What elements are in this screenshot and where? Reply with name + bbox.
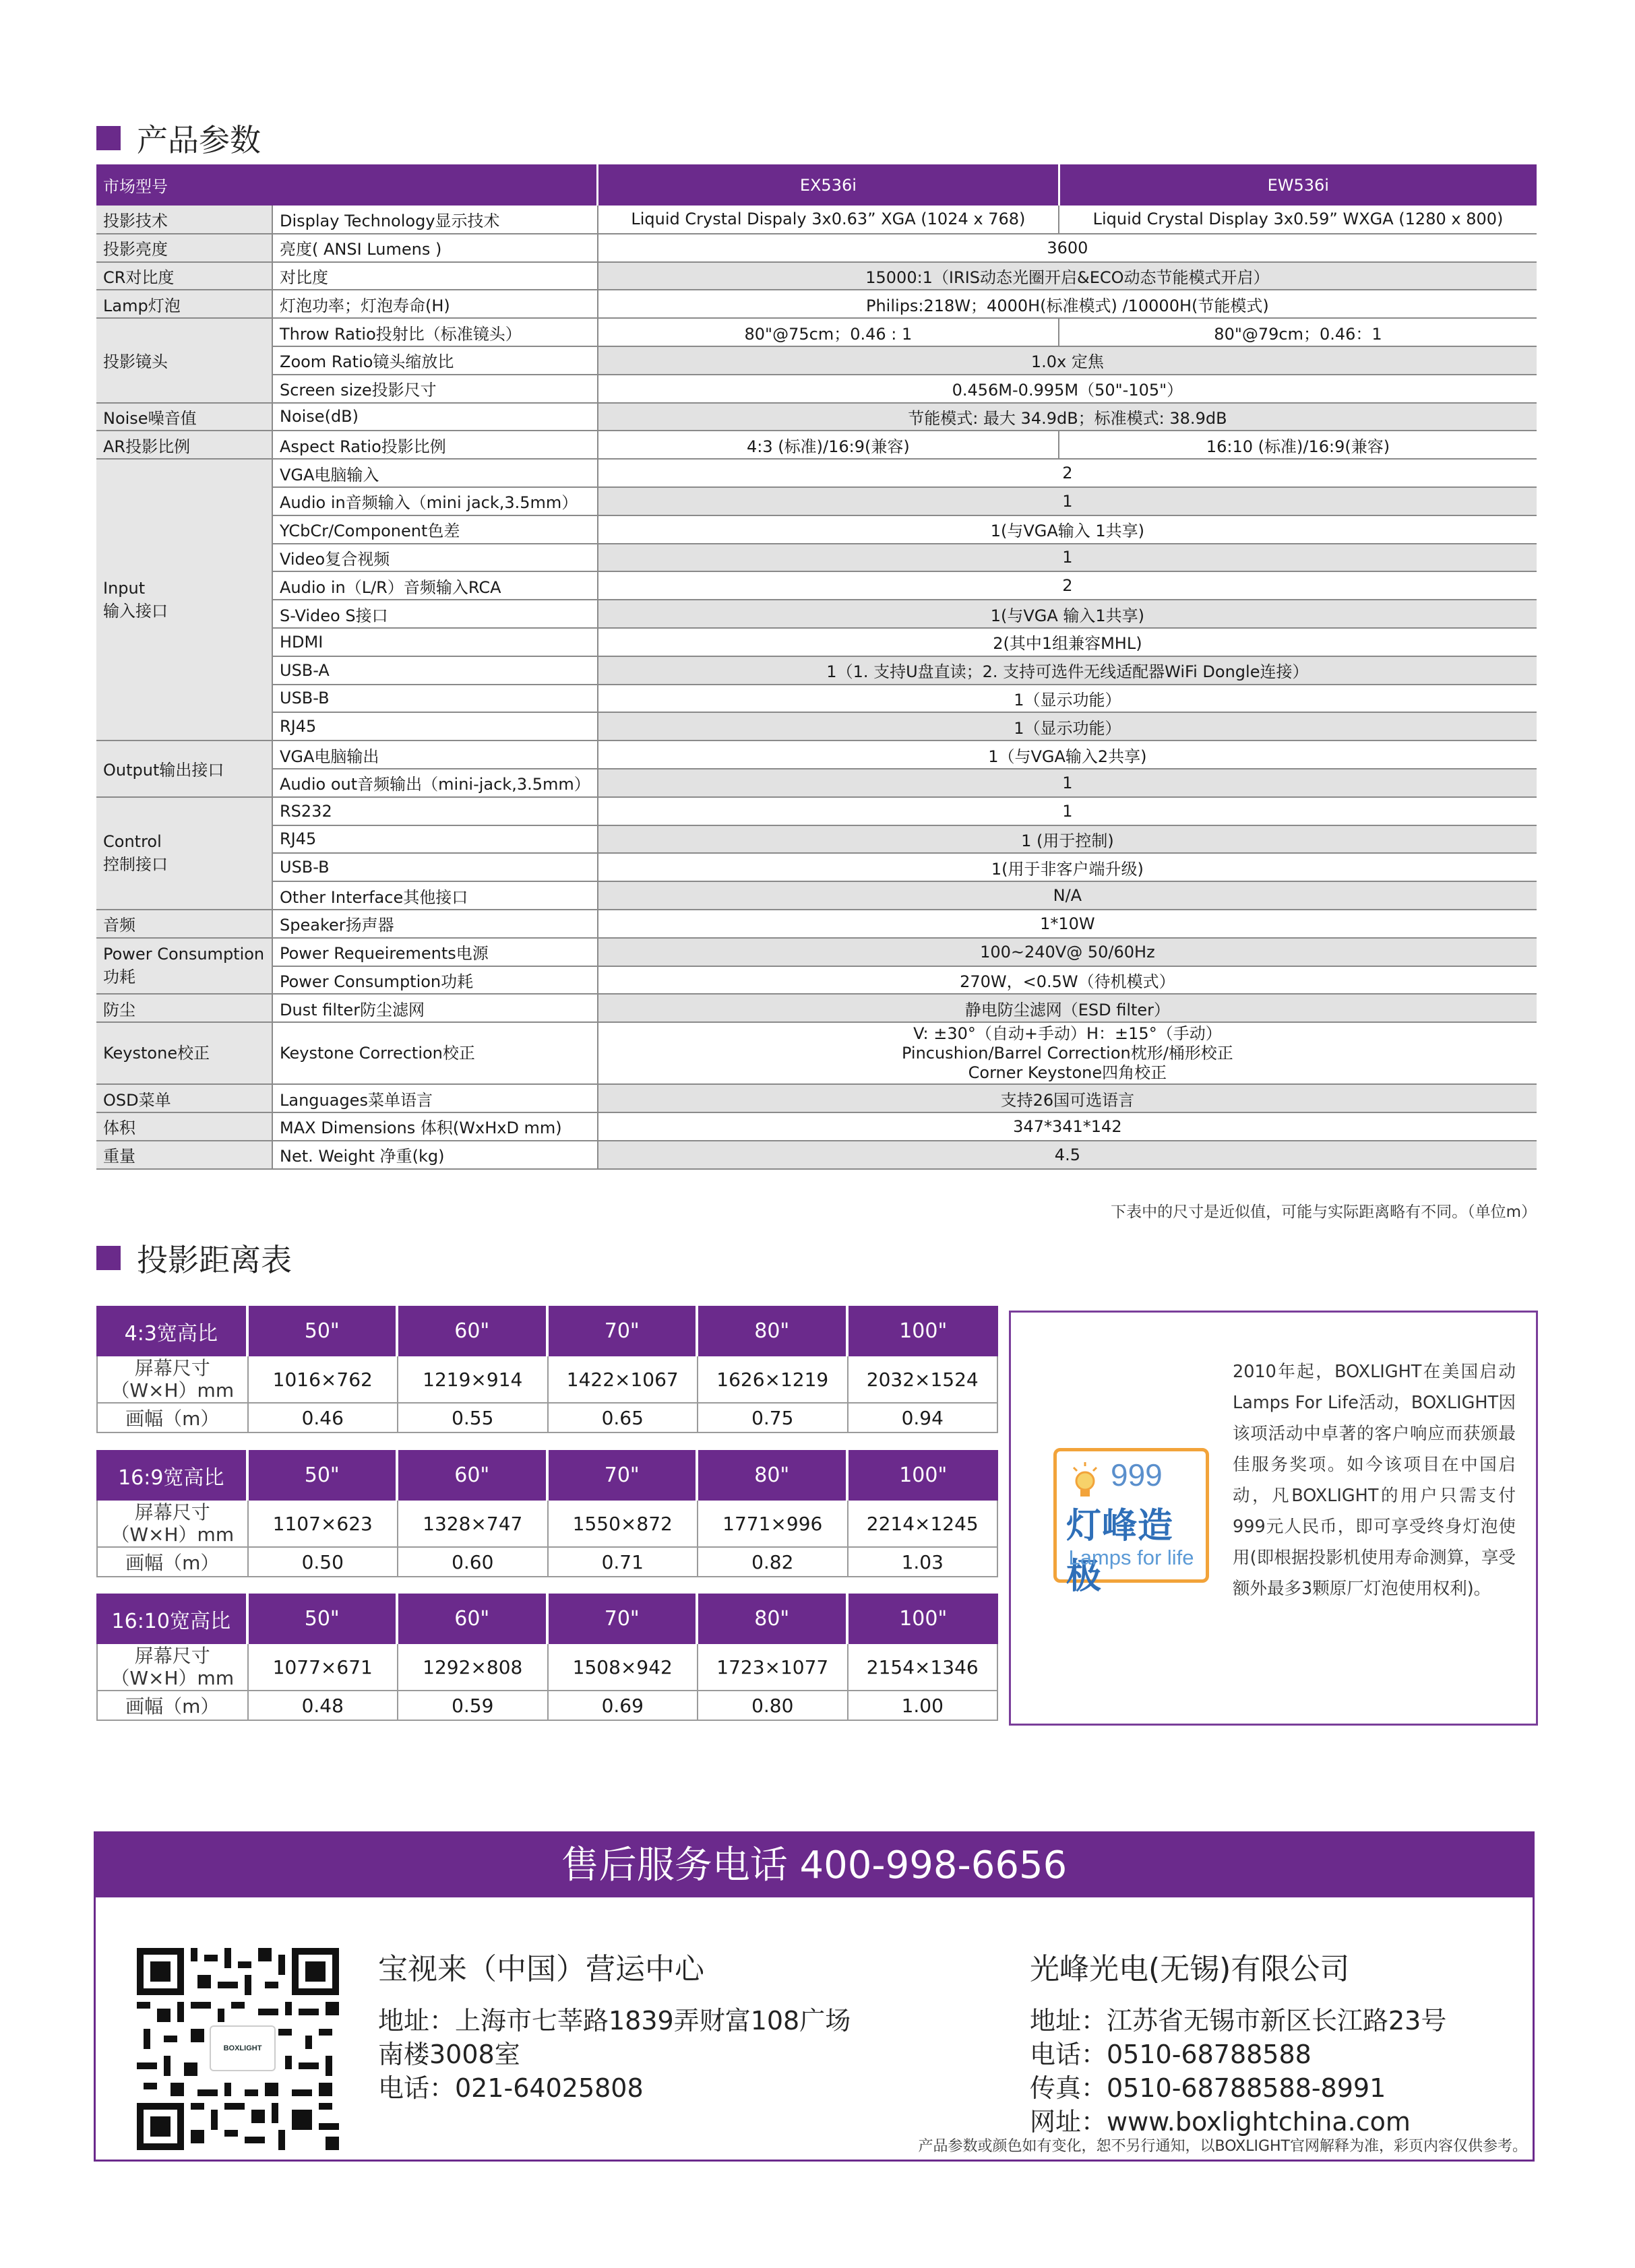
table-cell: 0.48 <box>249 1691 399 1721</box>
promo-text: 2010年起，BOXLIGHT在美国启动Lamps For Life活动，BOXLIGHT因该项活动中卓著的客户响应而获颁最佳服务奖项。如今该项目在中国启动，凡BOXLIGHT的用户只需支付999元人民币，即可享受终身灯泡使用(即根据投影机使用寿命测算，享受额外最多3颗原厂灯泡使用权利)。 <box>1233 1362 1516 1599</box>
spec-item: Power Consumption功耗 <box>272 966 598 995</box>
spec-item: Power Requeirements电源 <box>272 938 598 966</box>
table-row <box>96 234 1537 262</box>
table-cell: 0.94 <box>849 1404 999 1433</box>
spec-item: Audio out音频输出（mini-jack,3.5mm） <box>272 769 598 797</box>
width-label: 画幅（m） <box>96 1404 249 1433</box>
spec-value: 1 <box>598 769 1537 797</box>
spec-value: 1 (用于控制) <box>598 825 1537 854</box>
table-cell: 0.69 <box>549 1691 699 1721</box>
table-cell: 0.60 <box>398 1548 549 1577</box>
china-operations-center <box>378 1945 851 2105</box>
width-label: 画幅（m） <box>96 1548 249 1577</box>
address-line: 地址：上海市七莘路1839弄财富108广场 <box>378 2006 851 2036</box>
spec-value: Liquid Crystal Display 3x0.59” WXGA (1280 x 800) <box>1059 206 1537 234</box>
distance-header-row <box>96 1306 998 1356</box>
table-row <box>96 712 1537 741</box>
spec-item: USB-B <box>272 685 598 713</box>
table-row <box>96 938 1537 966</box>
table-row <box>96 206 1537 234</box>
spec-category: Control 控制接口 <box>96 797 272 910</box>
distance-table-16-9 <box>96 1450 998 1577</box>
section-marker <box>96 126 121 150</box>
spec-value: 1（1. 支持U盘直读；2. 支持可选件无线适配器WiFi Dongle连接） <box>598 656 1537 685</box>
table-cell: 0.65 <box>549 1404 699 1433</box>
table-cell: 1292×808 <box>398 1644 549 1691</box>
model-ex536i: EX536i <box>598 164 1059 206</box>
table-cell: 0.82 <box>698 1548 849 1577</box>
spec-value: 4:3 (标准)/16:9(兼容) <box>598 431 1059 459</box>
qr-code[interactable] <box>137 1948 339 2150</box>
table-row <box>96 1644 998 1691</box>
ratio-label: 16:9宽高比 <box>96 1450 249 1501</box>
lamps-for-life-logo <box>1053 1448 1209 1597</box>
table-row <box>96 318 1537 346</box>
disclaimer: 产品参数或颜色如有变化，恕不另行通知，以BOXLIGHT官网解释为准，彩页内容仅供参考。 <box>918 2138 1527 2155</box>
table-cell: 1.00 <box>849 1691 999 1721</box>
spec-item: RS232 <box>272 797 598 825</box>
table-cell: 1626×1219 <box>698 1356 849 1404</box>
section-title-distance: 投影距离表 <box>96 1236 292 1280</box>
table-row <box>96 459 1537 487</box>
spec-item: VGA电脑输入 <box>272 459 598 487</box>
table-cell: 1328×747 <box>398 1501 549 1548</box>
spec-category: 重量 <box>96 1141 272 1169</box>
spec-table <box>96 164 1537 1170</box>
phone-line: 电话：021-64025808 <box>378 2073 644 2103</box>
table-row <box>96 346 1537 375</box>
spec-item: YCbCr/Component色差 <box>272 515 598 544</box>
table-row <box>96 600 1537 628</box>
size-80: 80" <box>698 1594 849 1644</box>
spec-item: S-Video S接口 <box>272 600 598 628</box>
unit-note: 下表中的尺寸是近似值，可能与实际距离略有不同。（单位m） <box>1111 1203 1537 1221</box>
spec-value: 1(与VGA输入 1共享) <box>598 515 1537 544</box>
spec-value: 80"@75cm；0.46 : 1 <box>598 318 1059 346</box>
table-row <box>96 881 1537 910</box>
table-row <box>96 544 1537 572</box>
spec-category: Output输出接口 <box>96 741 272 797</box>
spec-category: 投影亮度 <box>96 234 272 262</box>
phone-line: 电话：0510-68788588 <box>1030 2040 1312 2069</box>
spec-item: Audio in（L/R）音频输入RCA <box>272 571 598 600</box>
table-row <box>96 1501 998 1548</box>
model-label: 市场型号 <box>96 164 598 206</box>
table-cell: 0.71 <box>549 1548 699 1577</box>
table-row <box>96 966 1537 995</box>
table-cell: 0.46 <box>249 1404 399 1433</box>
table-cell: 1508×942 <box>549 1644 699 1691</box>
table-row <box>96 1112 1537 1141</box>
spec-value: 支持26国可选语言 <box>598 1084 1537 1112</box>
spec-value: 2 <box>598 571 1537 600</box>
size-50: 50" <box>249 1306 399 1356</box>
size-60: 60" <box>398 1594 549 1644</box>
spec-value: Liquid Crystal Dispaly 3x0.63” XGA (1024 x 768) <box>598 206 1059 234</box>
table-row <box>96 515 1537 544</box>
screen-size-label: 屏幕尺寸 （W×H）mm <box>96 1501 249 1548</box>
distance-header-row <box>96 1594 998 1644</box>
spec-item: Net. Weight 净重(kg) <box>272 1141 598 1169</box>
spec-category: 音频 <box>96 910 272 938</box>
table-row <box>96 994 1537 1022</box>
table-row <box>96 487 1537 515</box>
spec-item: USB-A <box>272 656 598 685</box>
spec-value: Philips:218W；4000H(标准模式) /10000H(节能模式) <box>598 290 1537 318</box>
service-hotline: 售后服务电话 400-998-6656 <box>96 1833 1533 1897</box>
spec-value: 347*341*142 <box>598 1112 1537 1141</box>
table-row <box>96 262 1537 290</box>
distance-table-16-10 <box>96 1594 998 1721</box>
spec-item: Aspect Ratio投影比例 <box>272 431 598 459</box>
table-row <box>96 1022 1537 1084</box>
table-cell: 1550×872 <box>549 1501 699 1548</box>
table-row <box>96 1141 1537 1169</box>
table-row <box>96 825 1537 854</box>
table-cell: 1077×671 <box>249 1644 399 1691</box>
boxlight-logo: BOXLIGHT <box>210 2025 276 2071</box>
lamps-for-life-promo <box>1009 1311 1538 1726</box>
table-row <box>96 741 1537 769</box>
screen-size-label: 屏幕尺寸 （W×H）mm <box>96 1644 249 1691</box>
spec-value: 2(其中1组兼容MHL) <box>598 628 1537 656</box>
width-label: 画幅（m） <box>96 1691 249 1721</box>
ratio-label: 4:3宽高比 <box>96 1306 249 1356</box>
table-row <box>96 1404 998 1433</box>
spec-value: N/A <box>598 881 1537 910</box>
spec-value: 静电防尘滤网（ESD filter） <box>598 994 1537 1022</box>
spec-value: 1（显示功能） <box>598 712 1537 741</box>
spec-item: Keystone Correction校正 <box>272 1022 598 1084</box>
spec-item: USB-B <box>272 853 598 881</box>
table-cell: 1422×1067 <box>549 1356 699 1404</box>
fax-line: 传真：0510-68788588-8991 <box>1030 2073 1386 2103</box>
spec-item: RJ45 <box>272 712 598 741</box>
size-80: 80" <box>698 1450 849 1501</box>
spec-category: Input 输入接口 <box>96 459 272 741</box>
table-row <box>96 403 1537 431</box>
spec-value: 16:10 (标准)/16:9(兼容) <box>1059 431 1537 459</box>
spec-category: 体积 <box>96 1112 272 1141</box>
table-row <box>96 685 1537 713</box>
size-70: 70" <box>549 1450 699 1501</box>
table-row <box>96 431 1537 459</box>
size-100: 100" <box>849 1306 999 1356</box>
table-cell: 2214×1245 <box>849 1501 999 1548</box>
spec-value: 100~240V@ 50/60Hz <box>598 938 1537 966</box>
table-row <box>96 290 1537 318</box>
table-cell: 1771×996 <box>698 1501 849 1548</box>
table-row <box>96 769 1537 797</box>
distance-header-row <box>96 1450 998 1501</box>
spec-item: Video复合视频 <box>272 544 598 572</box>
table-cell: 0.59 <box>398 1691 549 1721</box>
size-50: 50" <box>249 1450 399 1501</box>
distance-table-4-3 <box>96 1306 998 1433</box>
spec-item: Zoom Ratio镜头缩放比 <box>272 346 598 375</box>
spec-value: 4.5 <box>598 1141 1537 1169</box>
size-60: 60" <box>398 1306 549 1356</box>
company-name: 光峰光电(无锡)有限公司 <box>1030 1952 1350 1986</box>
table-cell: 0.80 <box>698 1691 849 1721</box>
table-row <box>96 375 1537 403</box>
spec-item: Throw Ratio投射比（标准镜头） <box>272 318 598 346</box>
size-100: 100" <box>849 1594 999 1644</box>
spec-item: Audio in音频输入（mini jack,3.5mm） <box>272 487 598 515</box>
logo-chinese-title: 灯峰造极 <box>1066 1506 1174 1597</box>
table-row <box>96 571 1537 600</box>
spec-category: CR对比度 <box>96 262 272 290</box>
spec-value: 1*10W <box>598 910 1537 938</box>
screen-size-label: 屏幕尺寸 （W×H）mm <box>96 1356 249 1404</box>
spec-header-row <box>96 164 1537 206</box>
table-row <box>96 1356 998 1404</box>
spec-value: 270W，<0.5W（待机模式） <box>598 966 1537 995</box>
table-row <box>96 628 1537 656</box>
company-name: 宝视来（中国）营运中心 <box>378 1952 704 1986</box>
address-line: 地址：江苏省无锡市新区长江路23号 <box>1030 2006 1447 2036</box>
spec-item: Noise(dB) <box>272 403 598 431</box>
spec-value: 3600 <box>598 234 1537 262</box>
table-cell: 2154×1346 <box>849 1644 999 1691</box>
spec-item: 对比度 <box>272 262 598 290</box>
table-row <box>96 1084 1537 1112</box>
spec-item: 灯泡功率；灯泡寿命(H) <box>272 290 598 318</box>
table-row <box>96 797 1537 825</box>
spec-category: 投影技术 <box>96 206 272 234</box>
size-80: 80" <box>698 1306 849 1356</box>
size-100: 100" <box>849 1450 999 1501</box>
spec-value: 1 <box>598 487 1537 515</box>
spec-value: 节能模式: 最大 34.9dB；标准模式: 38.9dB <box>598 403 1537 431</box>
logo-english-title: Lamps for life <box>1068 1546 1194 1569</box>
table-row <box>96 656 1537 685</box>
table-cell: 1016×762 <box>249 1356 399 1404</box>
spec-value: 1（与VGA输入2共享) <box>598 741 1537 769</box>
size-60: 60" <box>398 1450 549 1501</box>
address-line: 南楼3008室 <box>378 2040 520 2069</box>
spec-item: HDMI <box>272 628 598 656</box>
spec-item: Speaker扬声器 <box>272 910 598 938</box>
table-row <box>96 853 1537 881</box>
spec-item: VGA电脑输出 <box>272 741 598 769</box>
spec-value: 1(与VGA 输入1共享) <box>598 600 1537 628</box>
spec-item: Languages菜单语言 <box>272 1084 598 1112</box>
spec-category: 防尘 <box>96 994 272 1022</box>
spec-value: 2 <box>598 459 1537 487</box>
table-row <box>96 1548 998 1577</box>
spec-value: 80"@79cm；0.46：1 <box>1059 318 1537 346</box>
section-title-specs: 产品参数 <box>96 116 261 160</box>
spec-item: Display Technology显示技术 <box>272 206 598 234</box>
table-cell: 0.50 <box>249 1548 399 1577</box>
spec-item: Dust filter防尘滤网 <box>272 994 598 1022</box>
spec-value: 1 <box>598 797 1537 825</box>
spec-item: Other Interface其他接口 <box>272 881 598 910</box>
table-cell: 1.03 <box>849 1548 999 1577</box>
spec-value: 1 <box>598 544 1537 572</box>
logo-number: 999 <box>1111 1457 1163 1492</box>
table-cell: 1107×623 <box>249 1501 399 1548</box>
table-row <box>96 910 1537 938</box>
spec-value: V: ±30°（自动+手动）H：±15°（手动） Pincushion/Barrel Correction枕形/桶形校正 Corner Keystone四角校正 <box>598 1022 1537 1084</box>
spec-item: 亮度( ANSI Lumens ) <box>272 234 598 262</box>
spec-value: 15000:1（IRIS动态光圈开启&ECO动态节能模式开启） <box>598 262 1537 290</box>
table-cell: 0.55 <box>398 1404 549 1433</box>
table-row <box>96 1691 998 1721</box>
table-cell: 1219×914 <box>398 1356 549 1404</box>
spec-category: 投影镜头 <box>96 318 272 402</box>
appotronics-wuxi <box>1030 1945 1446 2139</box>
table-cell: 0.75 <box>698 1404 849 1433</box>
spec-category: Noise噪音值 <box>96 403 272 431</box>
spec-category: Power Consumption 功耗 <box>96 938 272 995</box>
website-link[interactable]: 网址：www.boxlightchina.com <box>1030 2107 1411 2137</box>
spec-category: Lamp灯泡 <box>96 290 272 318</box>
spec-category: Keystone校正 <box>96 1022 272 1084</box>
spec-item: Screen size投影尺寸 <box>272 375 598 403</box>
model-ew536i: EW536i <box>1059 164 1537 206</box>
spec-value: 1.0x 定焦 <box>598 346 1537 375</box>
section-marker <box>96 1246 121 1270</box>
size-70: 70" <box>549 1594 699 1644</box>
spec-item: RJ45 <box>272 825 598 854</box>
ratio-label: 16:10宽高比 <box>96 1594 249 1644</box>
spec-category: OSD菜单 <box>96 1084 272 1112</box>
size-70: 70" <box>549 1306 699 1356</box>
spec-item: MAX Dimensions 体积(WxHxD mm) <box>272 1112 598 1141</box>
table-cell: 2032×1524 <box>849 1356 999 1404</box>
spec-value: 0.456M-0.995M（50"-105"） <box>598 375 1537 403</box>
service-footer <box>94 1831 1535 2162</box>
spec-value: 1（显示功能） <box>598 685 1537 713</box>
size-50: 50" <box>249 1594 399 1644</box>
table-cell: 1723×1077 <box>698 1644 849 1691</box>
spec-category: AR投影比例 <box>96 431 272 459</box>
spec-value: 1(用于非客户端升级) <box>598 853 1537 881</box>
